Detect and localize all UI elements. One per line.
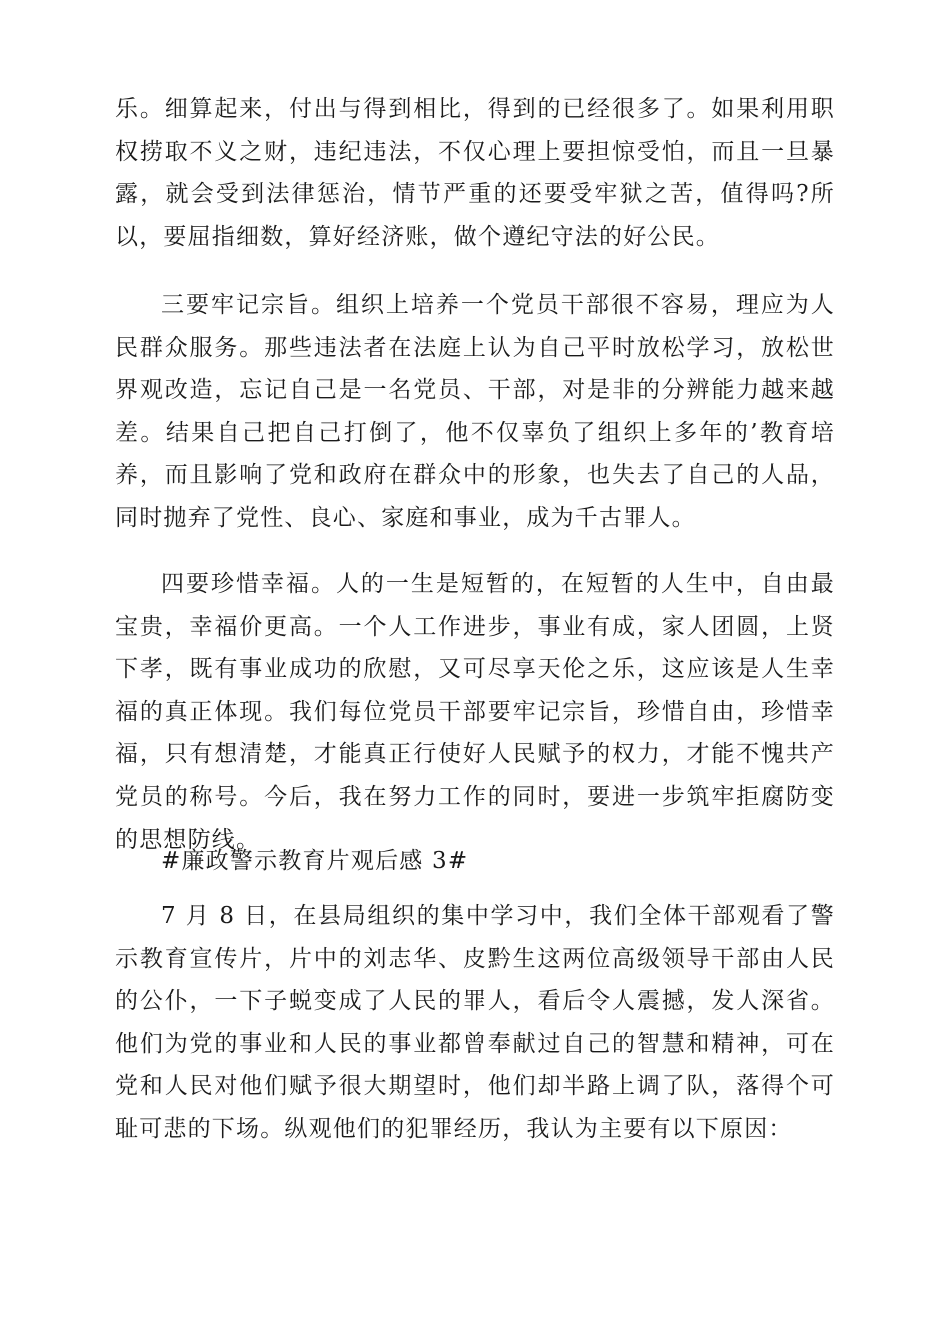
paragraph-cherish-happiness: 四要珍惜幸福。人的一生是短暂的，在短暂的人生中，自由最宝贵，幸福价更高。一个人工作进步，事业有成，家人团圆，上贤下孝，既有事业成功的欣慰，又可尽享天伦之乐，这应该是人生幸福的真正体现。我们每位党员干部要牢记宗旨，珍惜自由，珍惜幸福，只有想清楚，才能真正行使好人民赋予的权力，才能不愧共产党员的称号。今后，我在努力工作的同时，要进一步筑牢拒腐防变的思想防线。 — [115, 571, 835, 853]
paragraph-remember-purpose: 三要牢记宗旨。组织上培养一个党员干部很不容易，理应为人民群众服务。那些违法者在法庭上认为自己平时放松学习，放松世界观改造，忘记自己是一名党员、干部，对是非的分辨能力越来越差。结果自己把自己打倒了，他不仅辜负了组织上多年的’教育培养，而且影响了党和政府在群众中的形象，也失去了自己的人品，同时抛弃了党性、良心、家庭和事业，成为千古罪人。 — [115, 292, 835, 531]
paragraph-viewing-reflection: 7 月 8 日，在县局组织的集中学习中，我们全体干部观看了警示教育宣传片，片中的刘志华、皮黔生这两位高级领导干部由人民的公仆，一下子蜕变成了人民的罪人，看后令人震撼，发人深省。他们为党的事业和人民的事业都曾奉献过自己的智慧和精神，可在党和人民对他们赋予很大期望时，他们却半路上调了队，落得个可耻可悲的下场。纵观他们的犯罪经历，我认为主要有以下原因： — [115, 903, 835, 1142]
paragraph-continuation: 乐。细算起来，付出与得到相比，得到的已经很多了。如果利用职权捞取不义之财，违纪违法，不仅心理上要担惊受怕，而且一旦暴露，就会受到法律惩治，情节严重的还要受牢狱之苦，值得吗?所以，要屈指细数，算好经济账，做个遵纪守法的好公民。 — [115, 96, 835, 250]
section-heading: #廉政警示教育片观后感 3# — [161, 848, 469, 874]
